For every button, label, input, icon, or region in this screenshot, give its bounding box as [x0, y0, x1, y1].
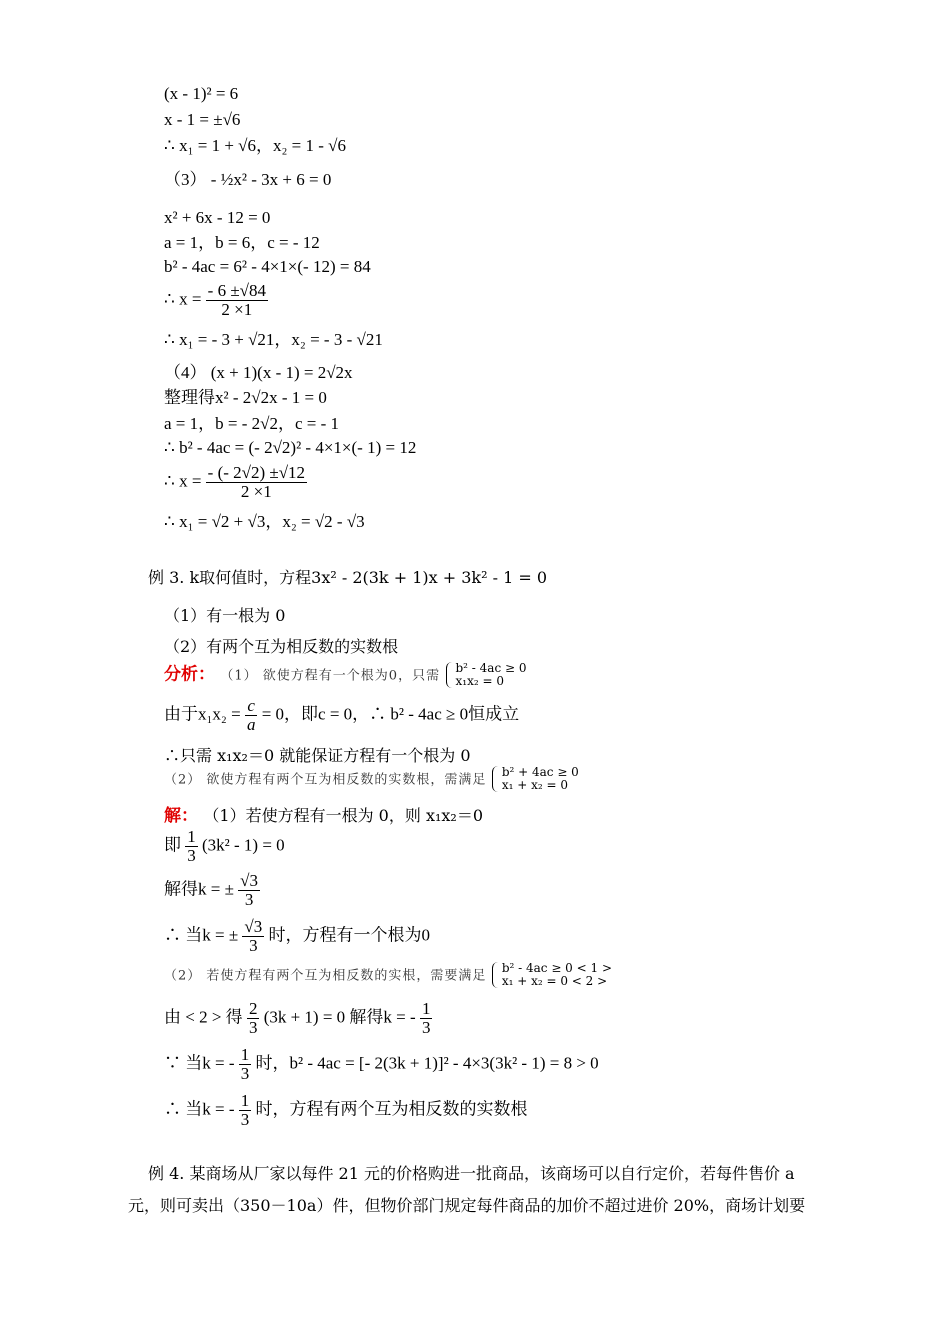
- analysis-line-2-suffix: = 0，即c = 0，∴ b² - 4ac ≥ 0恒成立: [261, 704, 520, 724]
- fraction-numerator: c: [245, 697, 258, 716]
- analysis-line-2-prefix: 由于x₁x₂ =: [164, 704, 241, 724]
- solution-line-4-prefix: ∴ 当k = ±: [164, 925, 239, 945]
- example3-title: 例 3. k取何值时，方程3x² - 2(3k + 1)x + 3k² - 1 = 0: [148, 568, 548, 587]
- eq-line-8-fraction: [206, 282, 268, 319]
- solution-line-3-fraction: [238, 872, 260, 909]
- eq-line-11: 整理得x² - 2√2x - 1 = 0: [164, 388, 327, 407]
- fraction-numerator: 1: [187, 827, 196, 846]
- condition-1: b² - 4ac ≥ 0 < 1 >: [501, 961, 613, 975]
- solution-text-5: （2） 若使方程有两个互为相反数的实根，需要满足: [164, 968, 487, 984]
- solution-line-2: [164, 828, 285, 865]
- solution-line-7-suffix: 时，b² - 4ac = [- 2(3k + 1)]² - 4×3(3k² - 1) = 8 > 0: [255, 1053, 599, 1073]
- eq-line-12: a = 1，b = - 2√2，c = - 1: [164, 414, 340, 433]
- eq-line-14: [164, 464, 307, 501]
- example4-line-1: 例 4. 某商场从厂家以每件 21 元的价格购进一批商品，该商场可以自行定价，若每件售价 a: [148, 1164, 795, 1183]
- analysis-text-1: （1） 欲使方程有一个根为0，只需: [220, 668, 441, 684]
- solution-line-6-fraction-2: [420, 1000, 433, 1037]
- fraction-denominator: 3: [248, 1018, 258, 1037]
- solution-condition-brace: [492, 962, 612, 988]
- solution-line-8-fraction: [239, 1092, 252, 1129]
- fraction-numerator: 2: [248, 999, 258, 1018]
- solution-line-6-fraction-1: [247, 1000, 260, 1037]
- fraction-denominator: 3: [240, 1064, 250, 1083]
- analysis-line-4: [164, 766, 579, 792]
- solution-line-3-prefix: 解得k = ±: [164, 879, 234, 899]
- solution-line-7-fraction: [239, 1046, 252, 1083]
- condition-2: x₁ + x₂ = 0: [501, 778, 568, 792]
- eq-line-3: ∴ x₁ = 1 + √6，x₂ = 1 - √6: [164, 136, 347, 155]
- solution-line-5: [164, 962, 612, 988]
- eq-line-10: （4） (x + 1)(x - 1) = 2√2x: [164, 363, 353, 382]
- analysis-condition-brace-1: [446, 662, 527, 688]
- example4-line-2: 元，则可卖出（350－10a）件，但物价部门规定每件商品的加价不超过进价 20%，商场计划要: [128, 1196, 806, 1215]
- analysis-line-2-fraction: [245, 697, 258, 734]
- fraction-denominator: 3: [249, 936, 258, 955]
- analysis-text-4: （2） 欲使方程有两个互为相反数的实数根，需满足: [164, 772, 487, 788]
- fraction-denominator: 3: [421, 1018, 431, 1037]
- fraction-denominator: 3: [187, 846, 196, 865]
- solution-line-7-prefix: ∵ 当k = -: [164, 1053, 235, 1073]
- solution-line-3: [164, 872, 260, 909]
- fraction-denominator: a: [246, 715, 256, 734]
- eq-line-8: [164, 282, 268, 319]
- solution-line-1: [164, 806, 483, 826]
- solution-label: 解：: [164, 806, 198, 826]
- fraction-denominator: 3: [240, 1110, 250, 1129]
- solution-line-4: [164, 918, 430, 955]
- solution-line-8-prefix: ∴ 当k = -: [164, 1099, 235, 1119]
- eq-line-5: x² + 6x - 12 = 0: [164, 208, 271, 227]
- fraction-denominator: 3: [244, 890, 254, 909]
- solution-line-4-suffix: 时，方程有一个根为0: [268, 925, 431, 945]
- condition-2: x₁ + x₂ = 0 < 2 >: [501, 974, 608, 988]
- fraction-denominator: 2 ×1: [221, 300, 253, 319]
- eq-line-6: a = 1，b = 6，c = - 12: [164, 233, 320, 252]
- solution-line-8-suffix: 时，方程有两个互为相反数的实数根: [255, 1099, 528, 1119]
- analysis-line-2: [164, 697, 519, 734]
- fraction-numerator: 1: [240, 1045, 250, 1064]
- analysis-line-1: [164, 662, 527, 688]
- analysis-label: 分析：: [164, 664, 215, 685]
- fraction-numerator: - 6 ±√84: [207, 281, 266, 300]
- eq-line-13: ∴ b² - 4ac = (- 2√2)² - 4×1×(- 1) = 12: [164, 438, 417, 457]
- eq-line-14-prefix: ∴ x =: [164, 471, 202, 491]
- solution-text-1: （1）若使方程有一根为 0，则 x₁x₂＝0: [203, 806, 483, 825]
- eq-line-8-prefix: ∴ x =: [164, 289, 202, 309]
- example3-question-1: （1）有一根为 0: [164, 606, 286, 625]
- solution-line-6: [164, 1000, 432, 1037]
- eq-line-14-fraction: [206, 464, 307, 501]
- fraction-numerator: √3: [244, 917, 263, 936]
- eq-line-1: (x - 1)² = 6: [164, 84, 239, 103]
- condition-2: x₁x₂ = 0: [455, 674, 504, 688]
- solution-line-7: [164, 1046, 599, 1083]
- solution-line-2-suffix: (3k² - 1) = 0: [202, 835, 285, 855]
- fraction-numerator: 1: [421, 999, 431, 1018]
- eq-line-15: ∴ x₁ = √2 + √3，x₂ = √2 - √3: [164, 512, 365, 531]
- condition-1: b² + 4ac ≥ 0: [501, 765, 579, 779]
- eq-line-4: （3） - ½x² - 3x + 6 = 0: [164, 170, 332, 189]
- analysis-condition-brace-2: [492, 766, 579, 792]
- eq-line-2: x - 1 = ±√6: [164, 110, 241, 129]
- solution-line-6-middle: (3k + 1) = 0 解得k = -: [263, 1007, 416, 1027]
- analysis-line-3: ∴只需 x₁x₂＝0 就能保证方程有一个根为 0: [164, 746, 471, 765]
- example3-question-2: （2）有两个互为相反数的实数根: [164, 637, 399, 656]
- solution-line-8: [164, 1092, 528, 1129]
- eq-line-9: ∴ x₁ = - 3 + √21，x₂ = - 3 - √21: [164, 330, 383, 349]
- solution-line-4-fraction: [242, 918, 264, 955]
- fraction-numerator: 1: [240, 1091, 250, 1110]
- fraction-denominator: 2 ×1: [240, 482, 272, 501]
- eq-line-7: b² - 4ac = 6² - 4×1×(- 12) = 84: [164, 257, 371, 276]
- solution-line-6-prefix: 由 < 2 > 得: [164, 1007, 243, 1027]
- fraction-numerator: - (- 2√2) ±√12: [207, 463, 306, 482]
- fraction-numerator: √3: [240, 871, 259, 890]
- condition-1: b² - 4ac ≥ 0: [455, 661, 527, 675]
- solution-line-2-prefix: 即: [164, 835, 181, 855]
- solution-line-2-fraction: [185, 828, 198, 865]
